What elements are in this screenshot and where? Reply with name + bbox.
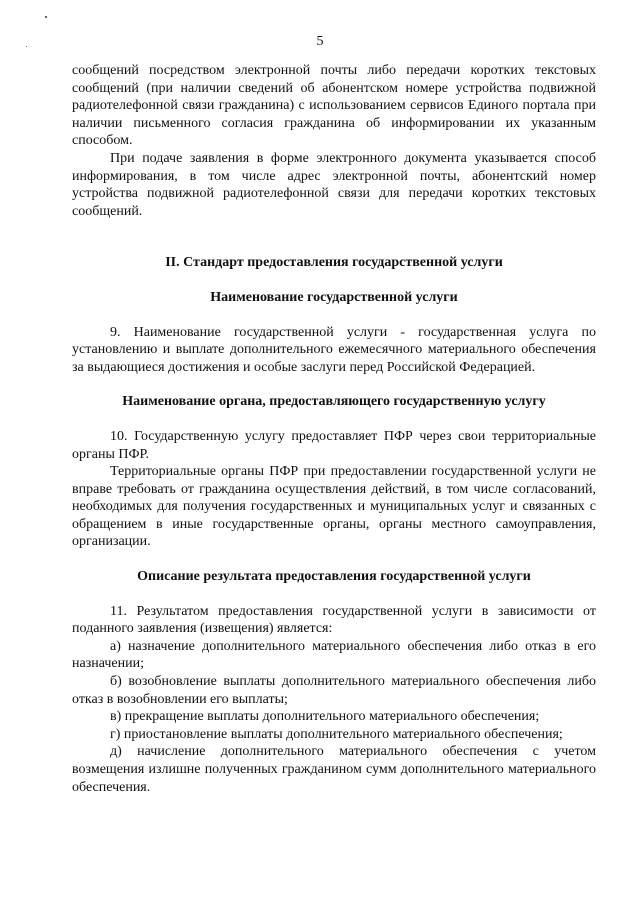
paragraph: в) прекращение выплаты дополнительного материального обеспечения; — [110, 709, 540, 725]
paragraph: а) назначение дополнительного материального обеспечения либо отказ в его назначении; — [72, 638, 596, 672]
paragraph: 11. Результатом предоставления государственной услуги в зависимости от поданного заявления (извещения) является: — [72, 603, 596, 637]
paragraph: 10. Государственную услугу предоставляет ПФР через свои территориальные органы ПФР. — [72, 428, 596, 462]
section-heading: Наименование государственной услуги — [210, 289, 458, 305]
paragraph: б) возобновление выплаты дополнительного материального обеспечения либо отказ в возобновлении его выплаты; — [72, 674, 596, 707]
paragraph: Территориальные органы ПФР при предоставлении государственной услуги не вправе требовать от гражданина осуществления действий, в том числе согласований, необходимых для получения государственных и муниципальных услуг и связанных с обращением в иные государственные органы, органы местного самоуправления, организации. — [72, 464, 596, 550]
paragraph: сообщений посредством электронной почты либо передачи коротких текстовых сообщений (при наличии сведений об абонентском номере устройства подвижной радиотелефонной связи гражданина) с использованием сервисов Единого портала при наличии письменного согласия гражданина об информировании их указанным способом. — [72, 63, 596, 149]
document-body — [72, 62, 596, 796]
paragraph: При подаче заявления в форме электронного документа указывается способ информирования, в том числе адрес электронной почты, абонентский номер устройства подвижной радиотелефонной связи для передачи коротких текстовых сообщений. — [72, 150, 596, 219]
section-heading: II. Стандарт предоставления государственной услуги — [165, 255, 503, 271]
paragraph: г) приостановление выплаты дополнительного материального обеспечения; — [110, 726, 563, 742]
page-number: 5 — [316, 34, 324, 49]
paragraph: 9. Наименование государственной услуги - государственная услуга по установлению и выплате дополнительного ежемесячного материального обеспечения за выдающиеся достижения и особые заслуги перед Российской Федерацией. — [72, 324, 596, 375]
section-heading: Описание результата предоставления государственной услуги — [137, 569, 531, 585]
section-heading: Наименование органа, предоставляющего государственную услугу — [122, 394, 546, 410]
paragraph: д) начисление дополнительного материального обеспечения с учетом возмещения излишне полученных гражданином сумм дополнительного материального обеспечения. — [72, 744, 596, 795]
scan-speck — [45, 16, 47, 18]
